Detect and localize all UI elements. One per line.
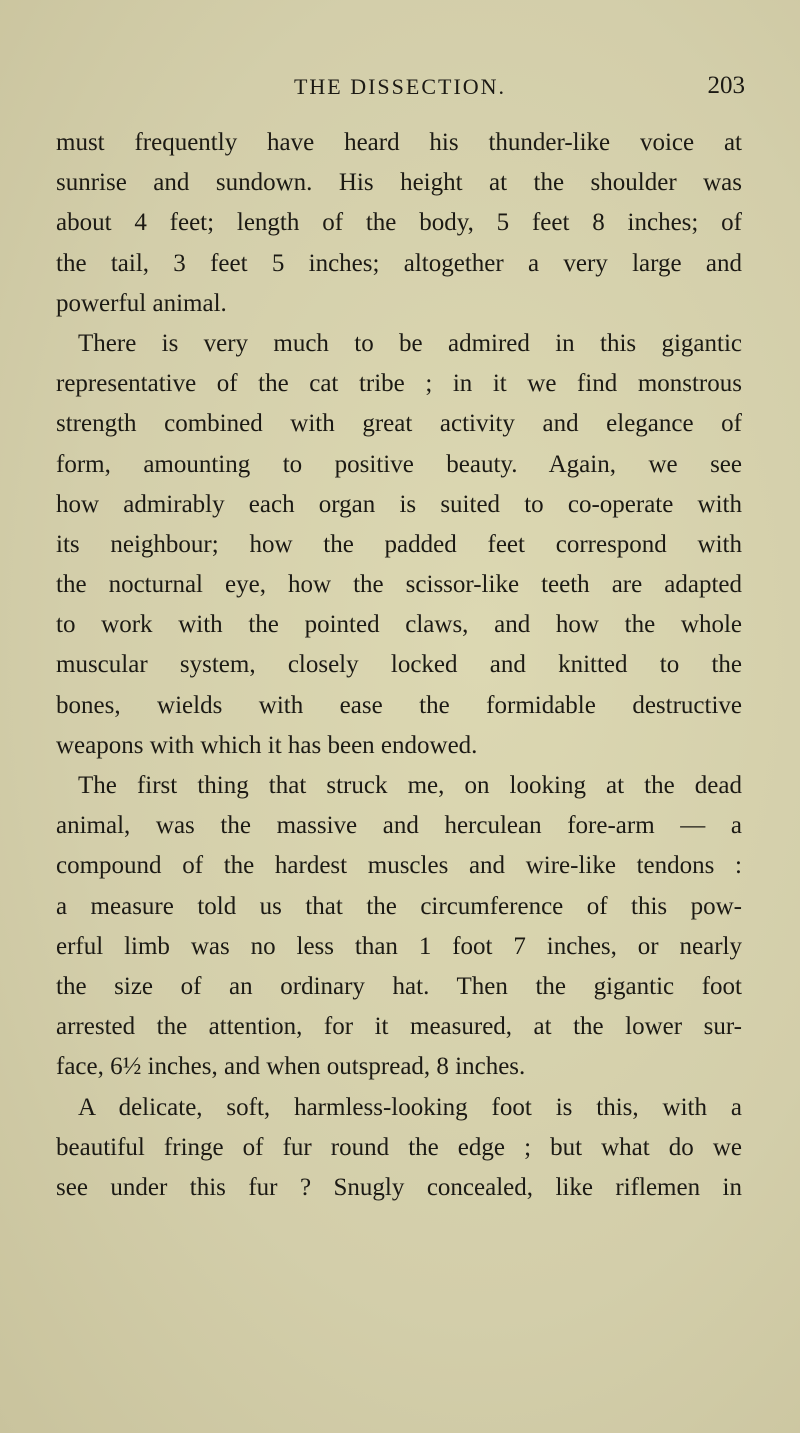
- text-line: must frequently have heard his thunder-like voice at: [56, 129, 742, 156]
- running-head-title: THE DISSECTION.: [293, 74, 507, 99]
- page-number: 203: [707, 72, 745, 99]
- text-line: The first thing that struck me, on looking at the dead: [78, 772, 742, 799]
- text-line: sunrise and sundown. His height at the shoulder was: [56, 169, 742, 197]
- text-line: beautiful fringe of fur round the edge ; but what do we: [56, 1133, 742, 1161]
- text-line: animal, was the massive and herculean fore-arm — a: [56, 812, 742, 840]
- text-line: how admirably each organ is suited to co-operate with: [56, 490, 742, 518]
- running-head: [0, 74, 800, 108]
- text-line: arrested the attention, for it measured, at the lower sur-: [56, 1013, 742, 1041]
- text-line: There is very much to be admired in this gigantic: [78, 329, 742, 357]
- text-line: bones, wields with ease the formidable destructive: [56, 691, 742, 719]
- text-line: a measure told us that the circumference of this pow-: [56, 892, 742, 920]
- text-line: A delicate, soft, harmless-looking foot is this, with a: [78, 1093, 742, 1121]
- text-line: form, amounting to positive beauty. Again, we see: [56, 450, 742, 478]
- text-line: weapons with which it has been endowed.: [56, 731, 478, 759]
- text-line: face, 6½ inches, and when outspread, 8 inches.: [56, 1053, 526, 1081]
- text-line: its neighbour; how the padded feet correspond with: [56, 530, 742, 558]
- text-line: the tail, 3 feet 5 inches; altogether a very large and: [56, 249, 742, 277]
- text-line: the nocturnal eye, how the scissor-like teeth are adapted: [56, 571, 742, 599]
- text-line: to work with the pointed claws, and how the whole: [56, 611, 742, 639]
- text-line: erful limb was no less than 1 foot 7 inches, or nearly: [56, 932, 742, 960]
- text-line: representative of the cat tribe ; in it we find monstrous: [56, 370, 742, 398]
- text-line: strength combined with great activity and elegance of: [56, 410, 742, 438]
- body-text: [56, 123, 742, 1208]
- text-line: muscular system, closely locked and knitted to the: [56, 651, 742, 679]
- text-line: about 4 feet; length of the body, 5 feet 8 inches; of: [56, 209, 742, 237]
- text-line: powerful animal.: [56, 289, 227, 317]
- text-line: see under this fur ? Snugly concealed, like riflemen in: [56, 1173, 742, 1201]
- text-line: compound of the hardest muscles and wire-like tendons :: [56, 852, 742, 880]
- text-line: the size of an ordinary hat. Then the gigantic foot: [56, 972, 742, 1000]
